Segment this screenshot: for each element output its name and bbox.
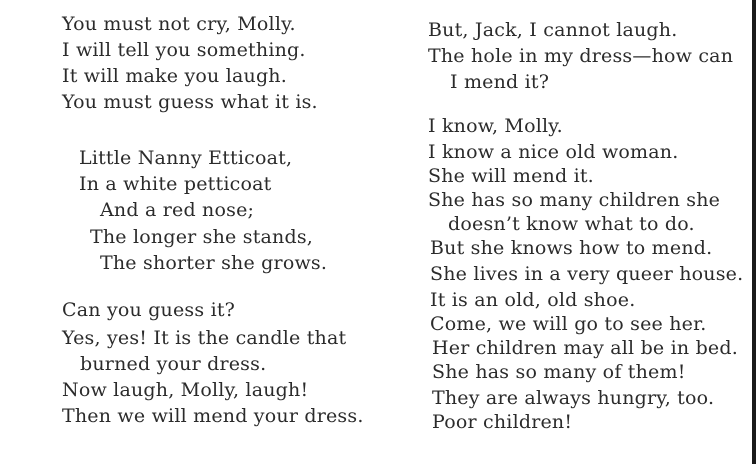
text-line: The hole in my dress—how can — [428, 45, 734, 67]
text-line: I know, Molly. — [428, 115, 563, 137]
text-line: I will tell you something. — [62, 39, 306, 61]
rhyme-line: And a red nose; — [100, 199, 255, 221]
text-line: She lives in a very queer house. — [430, 263, 744, 285]
text-line: She has so many children she — [428, 189, 721, 211]
text-line: doesn’t know what to do. — [448, 213, 695, 235]
rhyme-line: The longer she stands, — [90, 226, 314, 248]
text-line: I mend it? — [450, 71, 550, 93]
text-line: Can you guess it? — [62, 299, 236, 321]
text-line: You must not cry, Molly. — [62, 13, 296, 35]
text-line: burned your dress. — [80, 353, 267, 375]
text-line: She has so many of them! — [432, 361, 686, 383]
rhyme-line: Little Nanny Etticoat, — [79, 147, 293, 169]
text-line: Come, we will go to see her. — [430, 313, 707, 335]
page-edge — [752, 0, 756, 464]
text-line: Then we will mend your dress. — [62, 405, 364, 427]
text-line: But, Jack, I cannot laugh. — [428, 19, 678, 41]
text-line: I know a nice old woman. — [428, 141, 679, 163]
rhyme-line: In a white petticoat — [79, 173, 272, 195]
text-line: Now laugh, Molly, laugh! — [62, 379, 309, 401]
text-line: Poor children! — [432, 411, 573, 433]
text-line: Yes, yes! It is the candle that — [62, 327, 347, 349]
text-line: It will make you laugh. — [62, 65, 287, 87]
text-line: She will mend it. — [428, 165, 594, 187]
text-line: They are always hungry, too. — [432, 387, 715, 409]
rhyme-line: The shorter she grows. — [100, 252, 328, 274]
text-line: You must guess what it is. — [62, 91, 318, 113]
text-line: Her children may all be in bed. — [432, 337, 738, 359]
text-line: But she knows how to mend. — [430, 237, 713, 259]
text-line: It is an old, old shoe. — [430, 289, 636, 311]
